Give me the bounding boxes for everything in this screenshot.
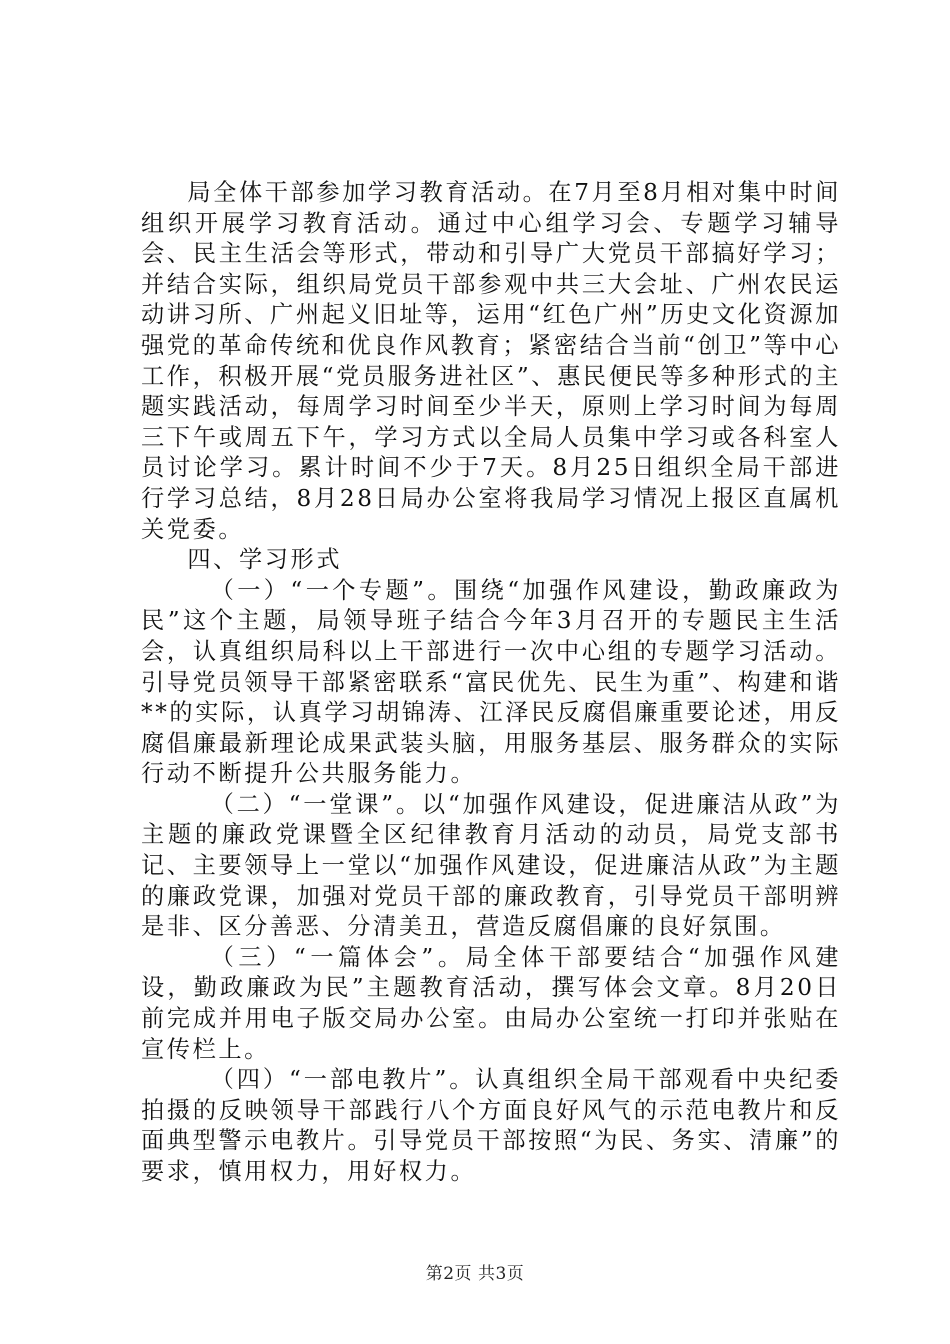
- paragraph-one-lesson: （二）“一堂课”。以“加强作风建设，促进廉洁从政”为主题的廉政党课暨全区纪律教育月活动的动员，局党支部书记、主要领导上一堂以“加强作风建设，促进廉洁从政”为主题的廉政党课，加强对党员干部的廉政教育，引导党员干部明辨是非、区分善恶、分清美丑，营造反腐倡廉的良好氛围。: [141, 790, 841, 941]
- section-heading-study-format: 四、学习形式: [187, 546, 343, 574]
- paragraph-one-essay: （三）“一篇体会”。局全体干部要结合“加强作风建设，勤政廉政为民”主题教育活动，撰写体会文章。8月20日前完成并用电子版交局办公室。由局办公室统一打印并张贴在宣传栏上。: [141, 943, 841, 1063]
- page-footer: 第2页 共3页: [425, 1264, 525, 1284]
- paragraph-study-activities: 局全体干部参加学习教育活动。在7月至8月相对集中时间组织开展学习教育活动。通过中心组学习会、专题学习辅导会、民主生活会等形式，带动和引导广大党员干部搞好学习；并结合实际，组织局党员干部参观中共三大会址、广州农民运动讲习所、广州起义旧址等，运用“红色广州”历史文化资源加强党的革命传统和优良作风教育；紧密结合当前“创卫”等中心工作，积极开展“党员服务进社区”、惠民便民等多种形式的主题实践活动，每周学习时间至少半天，原则上学习时间为每周三下午或周五下午，学习方式以全局人员集中学习或各科室人员讨论学习。累计时间不少于7天。8月25日组织全局干部进行学习总结，8月28日局办公室将我局学习情况上报区直属机关党委。: [141, 179, 841, 543]
- document-body: [141, 178, 841, 1188]
- paragraph-one-film: （四）“一部电教片”。认真组织全局干部观看中央纪委拍摄的反映领导干部践行八个方面良好风气的示范电教片和反面典型警示电教片。引导党员干部按照“为民、务实、清廉”的要求，慎用权力，用好权力。: [141, 1066, 841, 1185]
- paragraph-one-topic: （一）“一个专题”。围绕“加强作风建设，勤政廉政为民”这个主题，局领导班子结合今年3月召开的专题民主生活会，认真组织局科以上干部进行一次中心组的专题学习活动。引导党员领导干部紧密联系“富民优先、民生为重”、构建和谐**的实际，认真学习胡锦涛、江泽民反腐倡廉重要论述，用反腐倡廉最新理论成果武装头脑，用服务基层、服务群众的实际行动不断提升公共服务能力。: [141, 576, 841, 788]
